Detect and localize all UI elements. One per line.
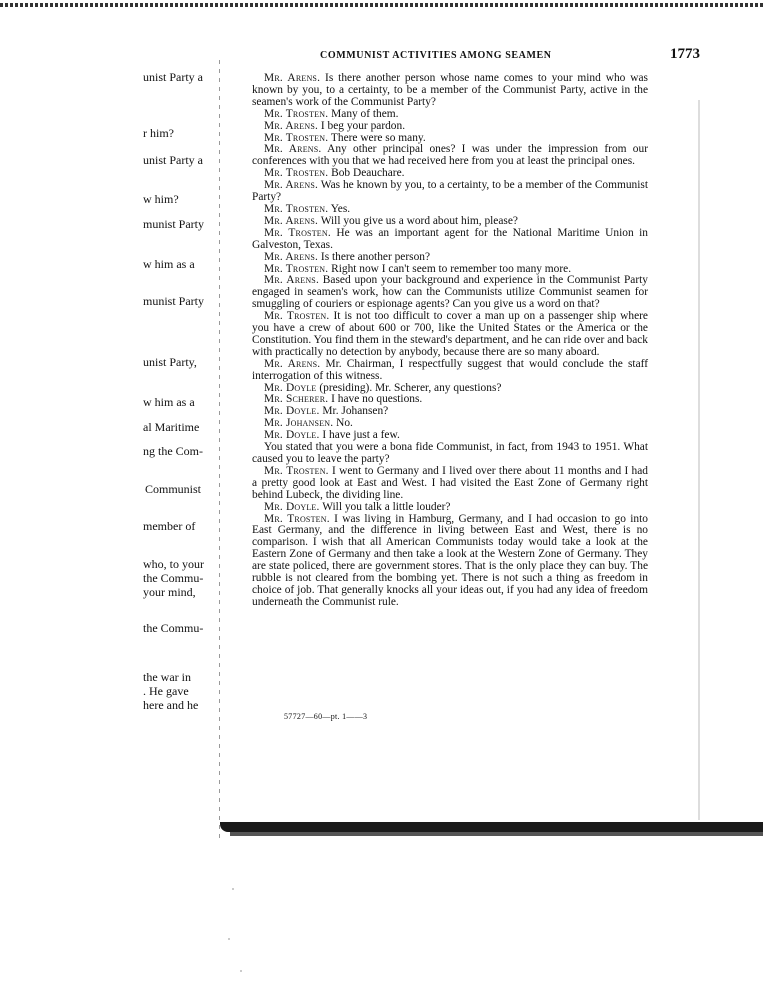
left-page-fragment: w him?: [143, 192, 179, 206]
speech-text: Mr. Chairman, I respectfully suggest that would conclude the staff interrogation of this witness.: [252, 357, 649, 382]
speaker-name: Mr. Arens.: [264, 179, 319, 192]
left-page-fragment: member of: [143, 519, 196, 533]
speaker-name: Mr. Trosten.: [264, 202, 329, 215]
speaker-name: Mr. Arens.: [264, 214, 319, 227]
speaker-name: Mr. Arens.: [264, 119, 319, 132]
speaker-name: Mr. Arens.: [264, 72, 321, 84]
speaker-name: Mr. Trosten.: [264, 226, 331, 239]
speaker-name: Mr. Arens.: [264, 143, 322, 156]
speech-text: Many of them.: [328, 107, 399, 120]
speech-text: I beg your pardon.: [318, 119, 406, 132]
speech-text: I have no questions.: [328, 393, 423, 406]
speaker-name: Mr. Trosten.: [264, 464, 329, 477]
speech-text: No.: [333, 417, 353, 430]
left-page-fragment: w him as a: [143, 395, 195, 409]
print-footer: 57727—60—pt. 1——3: [284, 712, 368, 721]
speaker-name: Mr. Doyle.: [264, 405, 320, 418]
left-page-fragment: Communist: [145, 482, 202, 496]
transcript-body: [252, 73, 648, 609]
speech-text: (presiding). Mr. Scherer, any questions?: [316, 381, 502, 394]
speech-text: Any other principal ones? I was under the impression from our conferences with you that we had received here from you at least the principal ones.: [252, 143, 648, 168]
speech-text: It is not too difficult to cover a man up on a passenger ship where you have a crew of about 600 or 700, like the United States or the America or the Constitution. You find them in the steward's department, and he can ride over and back with practically no detection by anybody, because there are so many aboard.: [252, 310, 648, 358]
speech-text: Based upon your background and experience in the Communist Party engaged in seamen's work, how can the Communists utilize Communist seamen for smuggling of couriers or espionage agents? Can you give us a word on that?: [252, 274, 649, 311]
speaker-name: Mr. Johansen.: [264, 417, 334, 430]
speaker-name: Mr. Scherer.: [264, 393, 329, 406]
speaker-name: Mr. Trosten.: [264, 512, 330, 525]
speaker-name: Mr. Doyle: [264, 381, 317, 394]
transcript-paragraph: [252, 311, 648, 359]
page-edge-shadow: [698, 100, 700, 820]
left-page-fragment: w him as a: [143, 257, 195, 271]
left-page-fragment: unist Party,: [143, 355, 197, 369]
speaker-name: Mr. Doyle.: [264, 500, 320, 513]
transcript-paragraph: [252, 359, 648, 383]
speaker-name: Mr. Trosten.: [264, 131, 329, 144]
speech-text: There were so many.: [328, 131, 426, 144]
scan-speck: [228, 938, 230, 940]
speech-text: Yes.: [328, 202, 351, 215]
speaker-name: Mr. Arens.: [264, 274, 320, 287]
speech-text: I went to Germany and I lived over there about 11 months and I had a pretty good look at East and West. I had visited the East Zone of Germany right behind Lubeck, the dividing line.: [252, 464, 648, 501]
running-title: COMMUNIST ACTIVITIES AMONG SEAMEN: [320, 50, 552, 61]
speaker-name: Mr. Trosten.: [264, 310, 330, 323]
speech-text: Is there another person whose name comes to your mind who was known by you, to a certainty, to be a member of the Communist Party, active in the seamen's work of the Communist Party?: [252, 72, 648, 108]
transcript-paragraph: [252, 73, 648, 109]
left-page-fragment: unist Party a: [143, 153, 203, 167]
left-page-fragment: the war in: [143, 670, 191, 684]
left-page-fragment: al Maritime: [143, 420, 200, 434]
left-page-fragment: munist Party: [143, 294, 205, 308]
running-header: [320, 46, 700, 64]
speaker-name: Mr. Doyle.: [264, 429, 320, 442]
speech-text: I was living in Hamburg, Germany, and I had occasion to go into East Germany, and the difference in living between East and West, there is no comparison. I wish that all American Communists today would take a look at the Eastern Zone of Germany and then take a look at the Western Zone of Germany. They are state policed, there are government stores. That is the only place they can buy. The rubble is not cleared from the bombing yet. There is not such a thing as freedom in choice of job. That generally knocks all your ideas out, if you had any idea of freedom underneath the Communist rule.: [252, 512, 648, 608]
transcript-paragraph: [252, 228, 648, 252]
speech-text: You stated that you were a bona fide Communist, in fact, from 1943 to 1951. What caused you to leave the party?: [252, 441, 648, 465]
top-scan-border: [0, 3, 763, 7]
speaker-name: Mr. Trosten.: [264, 167, 329, 180]
left-page-fragment: the Commu-: [143, 571, 204, 585]
left-page-fragment: your mind,: [143, 585, 196, 599]
speech-text: Will you give us a word about him, please?: [318, 214, 518, 227]
speech-text: I have just a few.: [319, 429, 400, 442]
speech-text: Will you talk a little louder?: [319, 500, 451, 513]
speech-text: Was he known by you, to a certainty, to be a member of the Communist Party?: [252, 179, 648, 204]
speech-text: Bob Deauchare.: [328, 167, 405, 180]
left-page-fragment: ng the Com-: [143, 444, 203, 458]
left-page-fragment: munist Party: [143, 217, 205, 231]
speaker-name: Mr. Trosten.: [264, 107, 329, 120]
scan-bottom-shadow: [220, 822, 763, 832]
speaker-name: Mr. Trosten.: [264, 262, 329, 275]
left-page-fragment: unist Party a: [143, 70, 203, 84]
speaker-name: Mr. Arens.: [264, 357, 321, 370]
left-page-fragment: here and he: [143, 698, 199, 712]
speech-text: Is there another person?: [318, 250, 431, 263]
left-page-fragment: who, to your: [143, 557, 204, 571]
transcript-paragraph: [252, 144, 648, 168]
scan-speck: [232, 888, 234, 890]
page-gutter: [219, 60, 220, 840]
left-page-fragment: the Commu-: [143, 621, 204, 635]
speech-text: Mr. Johansen?: [319, 405, 389, 418]
page-number: 1773: [670, 46, 700, 62]
speaker-name: Mr. Arens.: [264, 250, 319, 263]
scan-bottom-shadow-lower: [230, 832, 763, 836]
speech-text: He was an important agent for the National Maritime Union in Galveston, Texas.: [252, 226, 648, 251]
speech-text: Right now I can't seem to remember too many more.: [328, 262, 572, 275]
transcript-paragraph: [252, 180, 648, 204]
transcript-paragraph: [252, 514, 648, 609]
transcript-paragraph: [252, 275, 648, 311]
scan-speck: [240, 970, 242, 972]
transcript-paragraph: [252, 466, 648, 502]
left-page-fragment: . He gave: [143, 684, 189, 698]
transcript-paragraph: [252, 442, 648, 466]
left-page-fragment: r him?: [143, 126, 174, 140]
